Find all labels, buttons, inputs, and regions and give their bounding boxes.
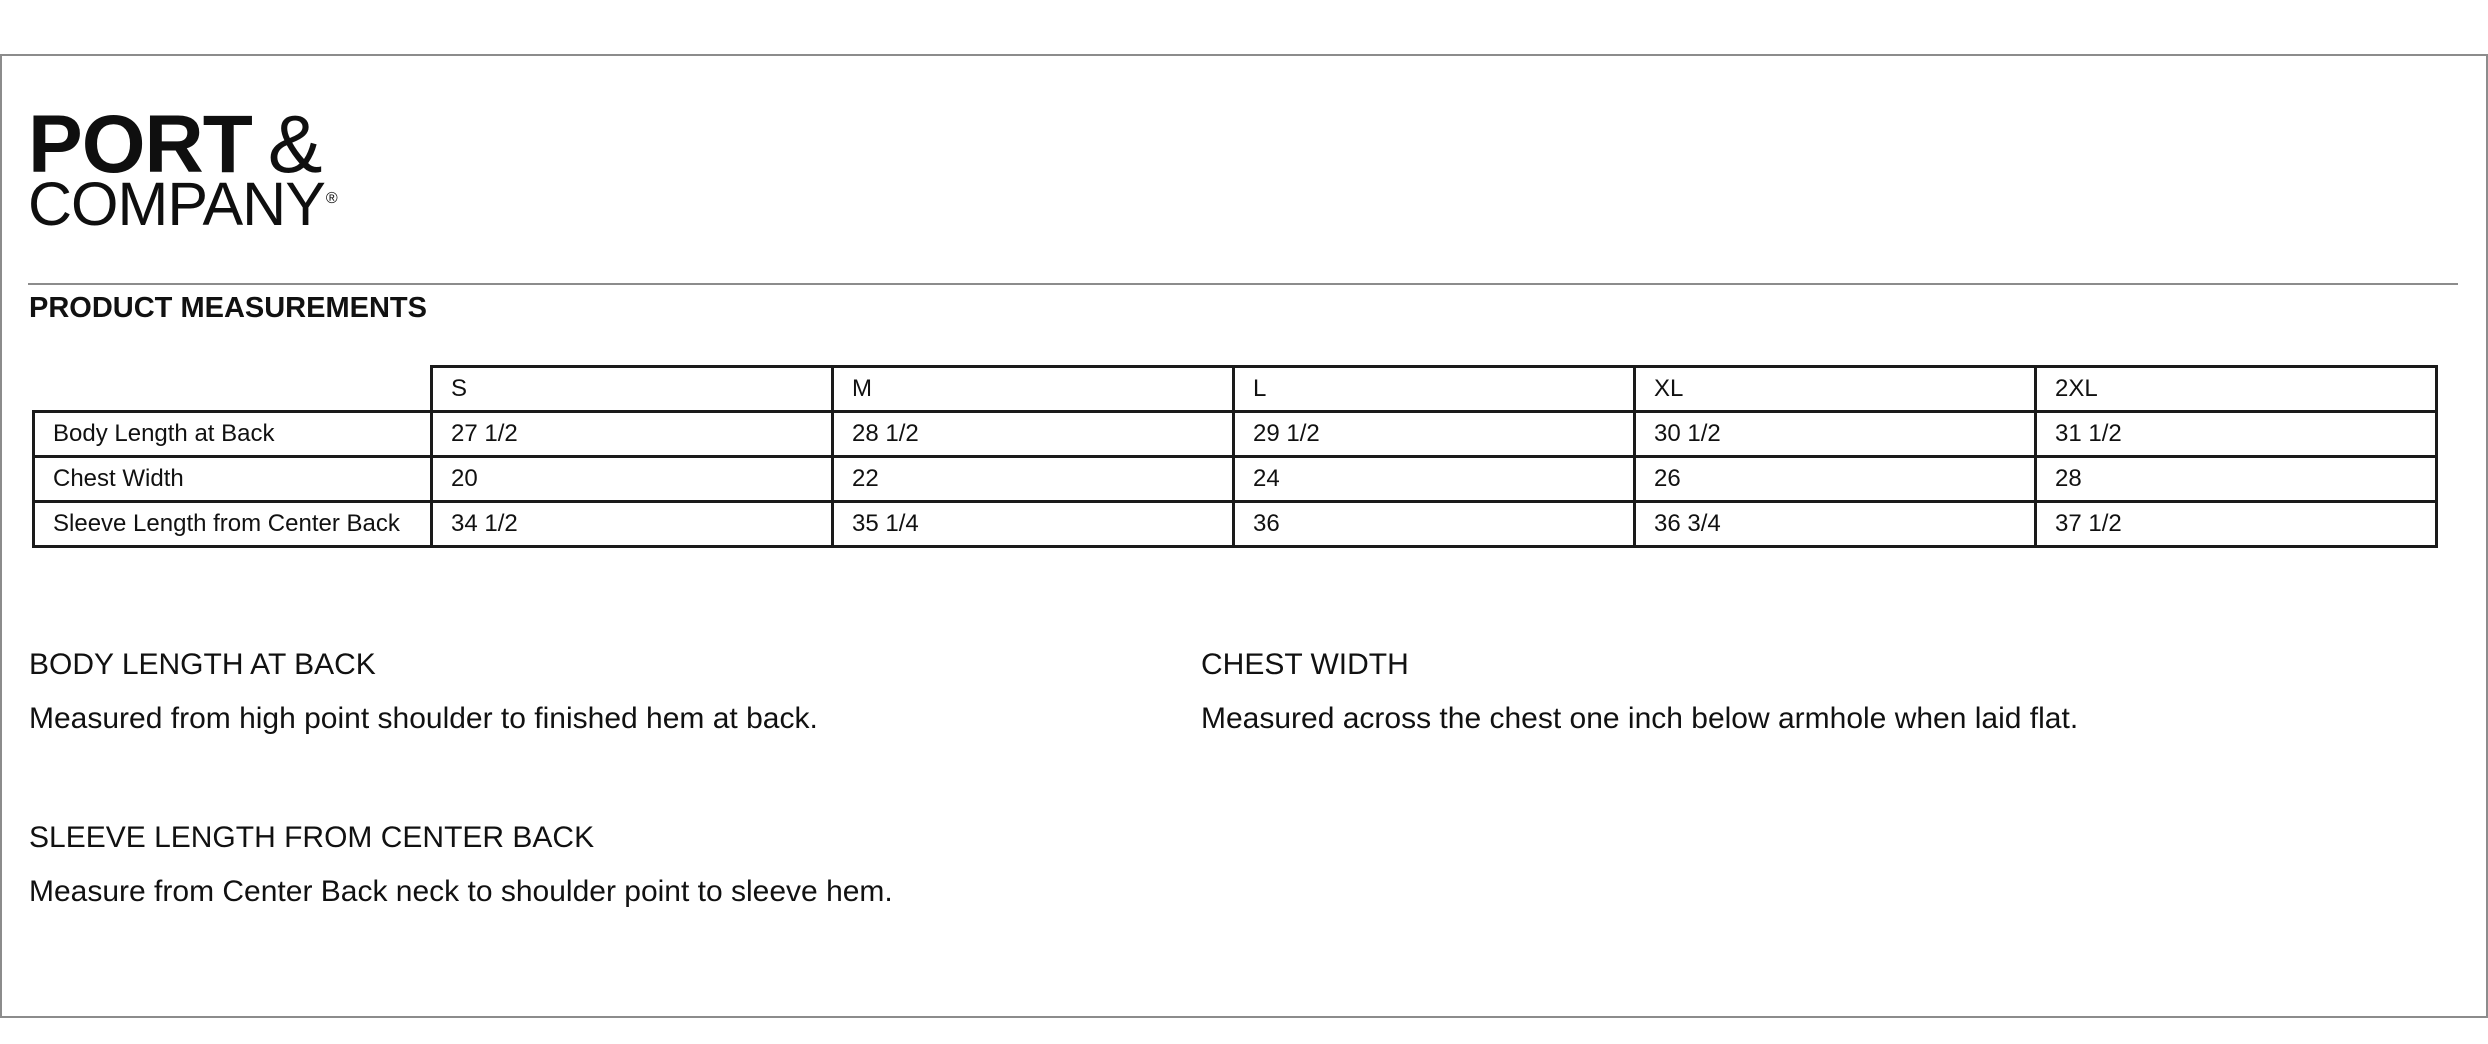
logo-ampersand: &: [267, 99, 322, 190]
table-corner-cell: [34, 367, 432, 412]
chest-width-heading: CHEST WIDTH: [1201, 648, 1409, 681]
table-cell: 36 3/4: [1635, 502, 2036, 547]
chest-width-description: Measured across the chest one inch below armhole when laid flat.: [1201, 702, 2079, 735]
table-cell: 35 1/4: [833, 502, 1234, 547]
table-cell: 26: [1635, 457, 2036, 502]
table-cell: 34 1/2: [432, 502, 833, 547]
table-cell: 37 1/2: [2036, 502, 2437, 547]
section-title: PRODUCT MEASUREMENTS: [29, 292, 427, 324]
row-label-sleeve-length: Sleeve Length from Center Back: [34, 502, 432, 547]
port-and-company-logo: [28, 99, 408, 238]
size-header-m: M: [833, 367, 1234, 412]
table-cell: 36: [1234, 502, 1635, 547]
table-cell: 29 1/2: [1234, 412, 1635, 457]
table-cell: 28: [2036, 457, 2437, 502]
table-header-row: [34, 367, 2437, 412]
measurements-table: [32, 365, 2438, 548]
size-header-s: S: [432, 367, 833, 412]
table-cell: 20: [432, 457, 833, 502]
table-cell: 30 1/2: [1635, 412, 2036, 457]
table-row: [34, 457, 2437, 502]
size-header-2xl: 2XL: [2036, 367, 2437, 412]
table-cell: 31 1/2: [2036, 412, 2437, 457]
header-divider: [28, 283, 2458, 285]
table-cell: 27 1/2: [432, 412, 833, 457]
table-cell: 24: [1234, 457, 1635, 502]
size-header-xl: XL: [1635, 367, 2036, 412]
logo-company-text: COMPANY: [28, 170, 325, 238]
table-cell: 22: [833, 457, 1234, 502]
logo-port-text: PORT: [28, 99, 252, 190]
logo-line-2: [28, 170, 337, 238]
body-length-description: Measured from high point shoulder to finished hem at back.: [29, 702, 818, 735]
body-length-heading: BODY LENGTH AT BACK: [29, 648, 376, 681]
registered-mark: ®: [325, 190, 337, 207]
sleeve-length-description: Measure from Center Back neck to shoulder point to sleeve hem.: [29, 875, 893, 908]
table-cell: 28 1/2: [833, 412, 1234, 457]
row-label-body-length: Body Length at Back: [34, 412, 432, 457]
table-row: [34, 502, 2437, 547]
size-header-l: L: [1234, 367, 1635, 412]
sleeve-length-heading: SLEEVE LENGTH FROM CENTER BACK: [29, 821, 595, 854]
row-label-chest-width: Chest Width: [34, 457, 432, 502]
table-row: [34, 412, 2437, 457]
